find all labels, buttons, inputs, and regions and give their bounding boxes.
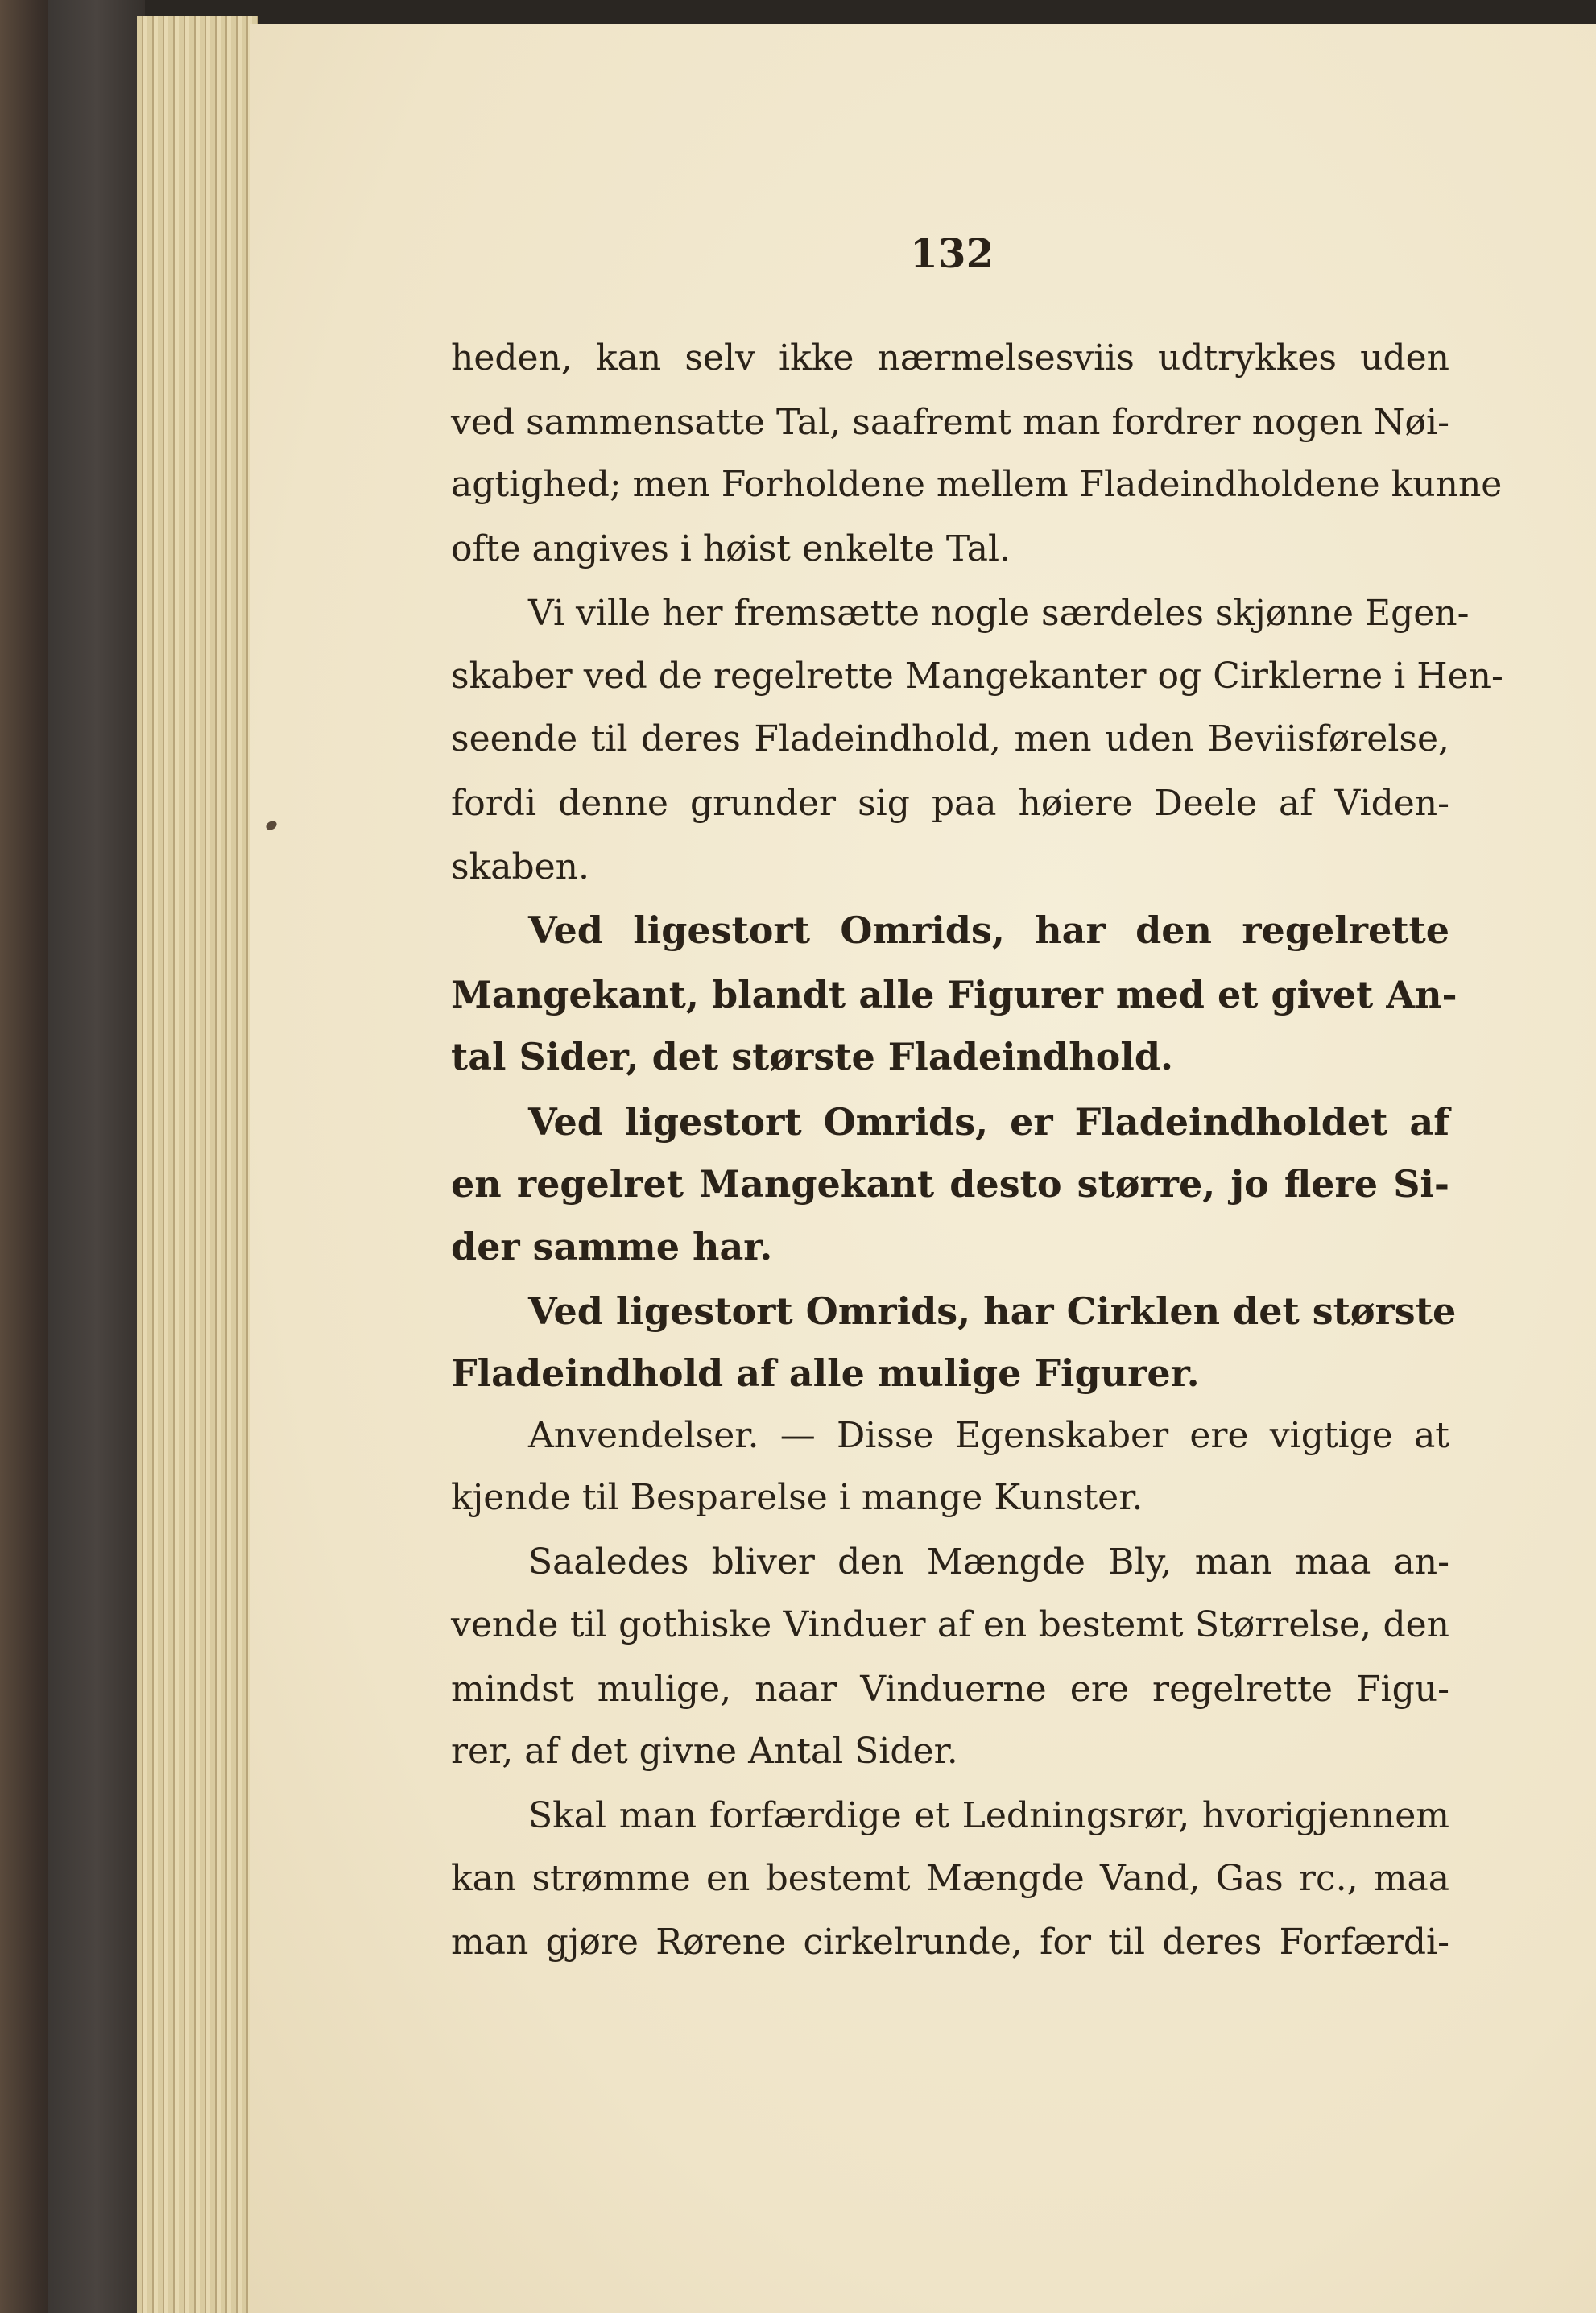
page-number: 132	[910, 230, 994, 277]
text-line: skaben.	[451, 846, 590, 888]
text-line: agtighed; men Forholdene mellem Fladeindholdene kunne	[451, 464, 1503, 505]
text-line: rer, af det givne Antal Sider.	[451, 1731, 958, 1772]
text-line: Vi ville her fremsætte nogle særdeles skjønne Egen-	[528, 593, 1470, 634]
text-line: seende til deres Fladeindhold, men uden Beviisførelse,	[451, 718, 1449, 759]
text-line: en regelret Mangekant desto større, jo flere Si-	[451, 1162, 1449, 1206]
text-line: Mangekant, blandt alle Figurer med et givet An-	[451, 973, 1457, 1016]
text-line: Skal man forfærdige et Ledningsrør, hvorigjennem	[528, 1795, 1449, 1836]
book-cover-edge	[48, 0, 145, 2313]
text-line: ved sammensatte Tal, saafremt man fordrer nogen Nøi-	[451, 402, 1449, 443]
text-line: Anvendelser. — Disse Egenskaber ere vigtige at	[528, 1415, 1449, 1456]
text-line: mindst mulige, naar Vinduerne ere regelrette Figu-	[451, 1669, 1449, 1710]
text-line: tal Sider, det største Fladeindhold.	[451, 1035, 1173, 1078]
text-line: Ved ligestort Omrids, er Fladeindholdet af	[528, 1100, 1449, 1144]
text-line: ofte angives i høist enkelte Tal.	[451, 528, 1011, 569]
text-line: man gjøre Rørene cirkelrunde, for til deres Forfærdi-	[451, 1922, 1449, 1963]
text-line: heden, kan selv ikke nærmelsesviis udtrykkes uden	[451, 337, 1449, 379]
page-edges	[137, 16, 258, 2313]
text-line: skaber ved de regelrette Mangekanter og Cirklerne i Hen-	[451, 656, 1503, 697]
text-line: kan strømme en bestemt Mængde Vand, Gas rc., maa	[451, 1858, 1449, 1899]
text-line: vende til gothiske Vinduer af en bestemt Størrelse, den	[451, 1604, 1449, 1645]
text-line: Ved ligestort Omrids, har den regelrette	[528, 908, 1449, 952]
text-line: Fladeindhold af alle mulige Figurer.	[451, 1351, 1200, 1395]
text-line: Saaledes bliver den Mængde Bly, man maa an-	[528, 1541, 1449, 1583]
text-line: Ved ligestort Omrids, har Cirklen det største	[528, 1289, 1457, 1333]
text-line: kjende til Besparelse i mange Kunster.	[451, 1477, 1143, 1518]
text-line: der samme har.	[451, 1225, 773, 1268]
text-line: fordi denne grunder sig paa høiere Deele af Viden-	[451, 783, 1449, 824]
